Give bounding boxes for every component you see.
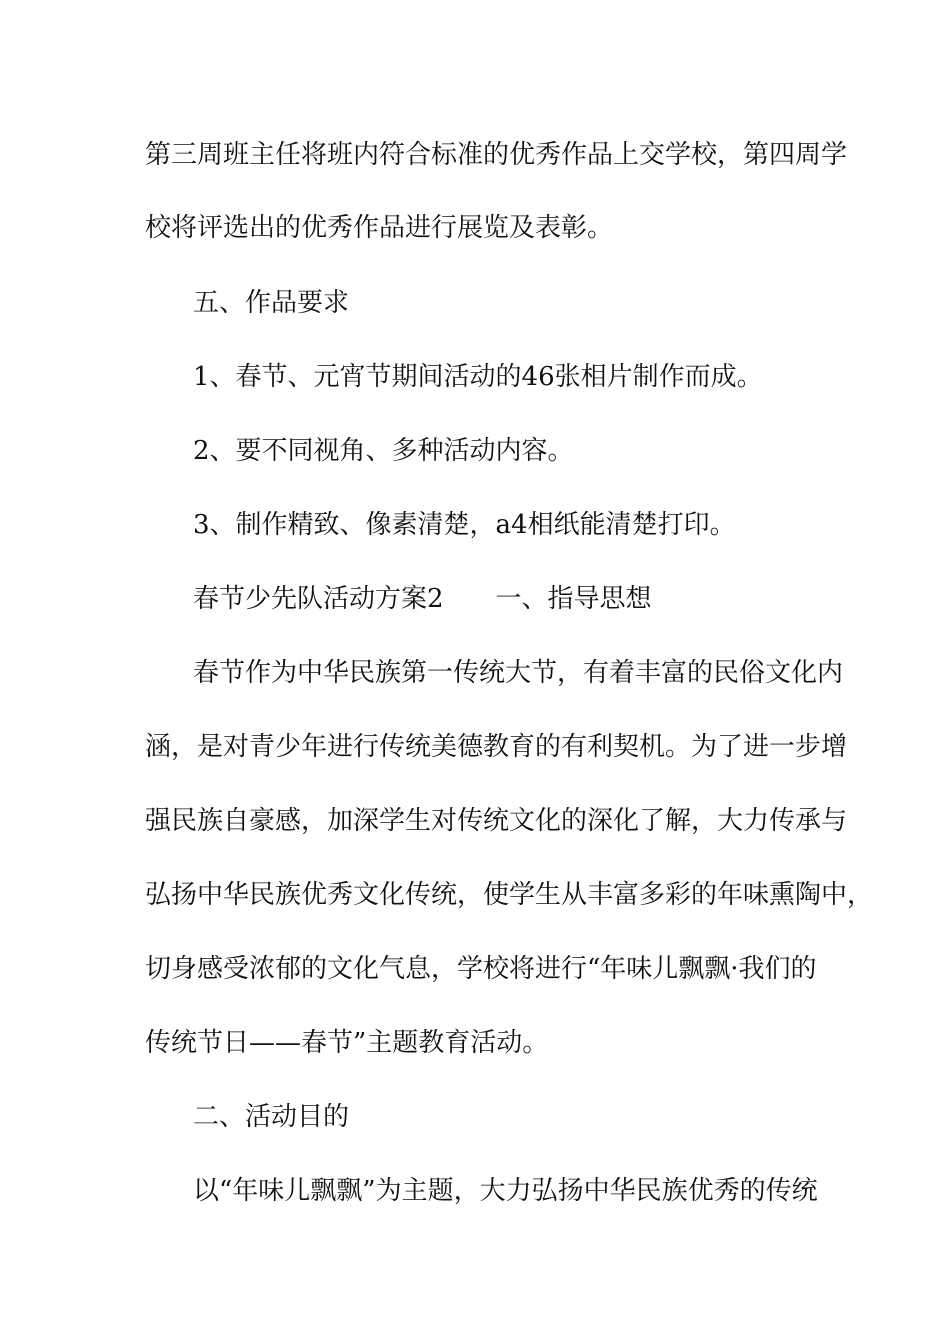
paragraph-line: 以“年味儿飘飘”为主题，大力弘扬中华民族优秀的传统: [193, 1176, 818, 1206]
section-heading: 一、指导思想: [495, 584, 652, 614]
paragraph-line: 涵，是对青少年进行传统美德教育的有利契机。为了进一步增: [145, 732, 848, 762]
paragraph-line: 校将评选出的优秀作品进行展览及表彰。: [145, 213, 614, 243]
section-heading: 五、作品要求: [193, 288, 350, 318]
list-item: 2、要不同视角、多种活动内容。: [193, 436, 574, 466]
paragraph-line: 传统节日——春节”主题教育活动。: [145, 1028, 549, 1058]
section-heading: 二、活动目的: [193, 1102, 350, 1132]
paragraph-line: 强民族自豪感，加深学生对传统文化的深化了解，大力传承与: [145, 806, 848, 836]
document-title: 春节少先队活动方案2: [193, 584, 444, 614]
paragraph-line: 春节作为中华民族第一传统大节，有着丰富的民俗文化内: [193, 658, 844, 688]
list-item: 1、春节、元宵节期间活动的46张相片制作而成。: [193, 362, 763, 392]
paragraph-line: 弘扬中华民族优秀文化传统，使学生从丰富多彩的年味熏陶中，: [145, 880, 874, 910]
paragraph-line: 第三周班主任将班内符合标准的优秀作品上交学校，第四周学: [145, 140, 848, 170]
document-title-line: [193, 581, 813, 617]
list-item: 3、制作精致、像素清楚，a4相纸能清楚打印。: [193, 510, 736, 540]
paragraph-line: 切身感受浓郁的文化气息，学校将进行“年味儿飘飘·我们的: [145, 954, 817, 984]
